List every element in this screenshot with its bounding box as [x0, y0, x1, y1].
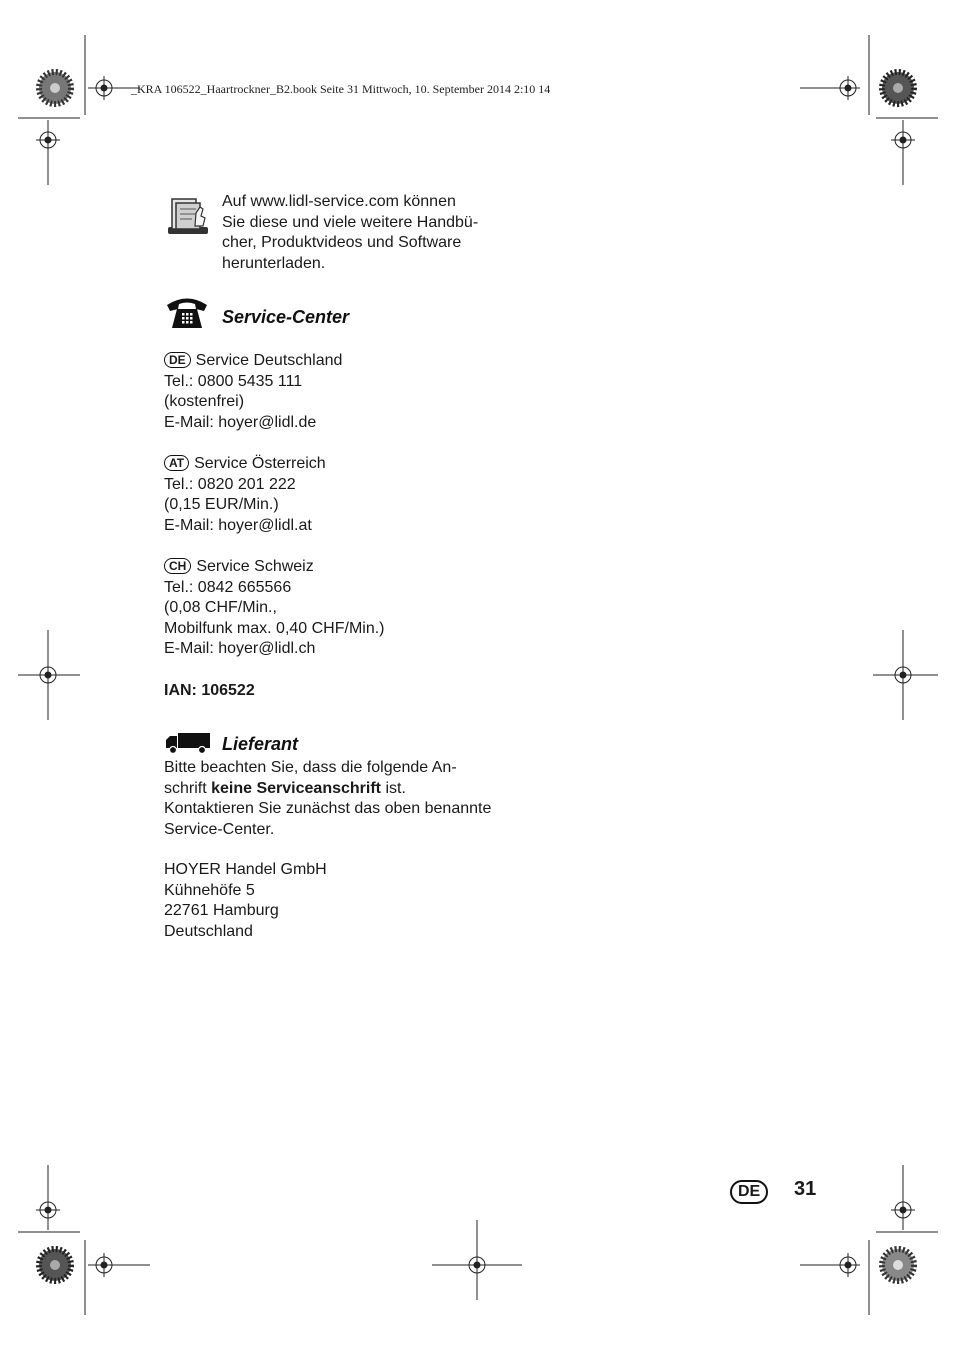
supplier-note-emphasis: keine Serviceanschrift	[211, 779, 381, 797]
manual-download-icon	[166, 195, 210, 237]
page-number: 31	[794, 1178, 817, 1200]
country-badge-at: AT	[164, 455, 189, 471]
service-germany-cost: (kostenfrei)	[164, 393, 245, 411]
download-note-line: Sie diese und viele weitere Handbü-	[222, 213, 479, 231]
country-badge-de: DE	[164, 352, 191, 368]
ian-number: IAN: 106522	[164, 682, 255, 699]
service-switzerland-tel: Tel.: 0842 665566	[164, 578, 292, 596]
service-germany-name: Service Deutschland	[195, 352, 343, 369]
country-badge-ch: CH	[164, 558, 191, 574]
download-note-line: Auf www.lidl-service.com können	[222, 193, 456, 210]
supplier-address	[164, 860, 327, 942]
address-line: Kühnehöfe 5	[164, 881, 255, 899]
print-file-info: _KRA 106522_Haartrockner_B2.book Seite 31 Mittwoch, 10. September 2014 2:10 14	[131, 82, 551, 96]
service-austria-email: E-Mail: hoyer@lidl.at	[164, 516, 312, 534]
service-germany-email: E-Mail: hoyer@lidl.de	[164, 413, 317, 431]
address-line: HOYER Handel GmbH	[164, 861, 327, 878]
service-austria-tel: Tel.: 0820 201 222	[164, 475, 296, 493]
download-note	[222, 192, 478, 274]
service-austria-block	[164, 454, 326, 536]
supplier-note-line: Bitte beachten Sie, dass die folgende An-	[164, 759, 457, 776]
download-note-line: herunterladen.	[222, 254, 326, 272]
service-switzerland-name: Service Schweiz	[196, 558, 314, 575]
service-switzerland-email: E-Mail: hoyer@lidl.ch	[164, 640, 316, 658]
language-badge: DE	[730, 1180, 768, 1204]
supplier-note-line: Kontaktieren Sie zunächst das oben benannte	[164, 800, 492, 818]
download-note-line: cher, Produktvideos und Software	[222, 234, 462, 252]
supplier-heading: Lieferant	[222, 734, 299, 754]
supplier-note-prefix: schrift	[164, 779, 212, 797]
telephone-icon	[164, 294, 210, 330]
service-switzerland-block	[164, 557, 385, 660]
service-austria-name: Service Österreich	[194, 455, 326, 472]
address-line: Deutschland	[164, 922, 253, 940]
service-switzerland-cost: (0,08 CHF/Min.,	[164, 599, 277, 617]
supplier-note-suffix: ist.	[381, 779, 406, 797]
service-germany-block	[164, 351, 342, 433]
service-germany-tel: Tel.: 0800 5435 111	[164, 372, 303, 390]
address-line: 22761 Hamburg	[164, 902, 279, 920]
truck-icon	[164, 731, 212, 755]
service-center-heading: Service-Center	[222, 307, 350, 327]
service-austria-cost: (0,15 EUR/Min.)	[164, 496, 279, 514]
supplier-note-line: Service-Center.	[164, 820, 275, 838]
supplier-note	[164, 758, 491, 840]
service-switzerland-cost-mobile: Mobilfunk max. 0,40 CHF/Min.)	[164, 619, 385, 637]
